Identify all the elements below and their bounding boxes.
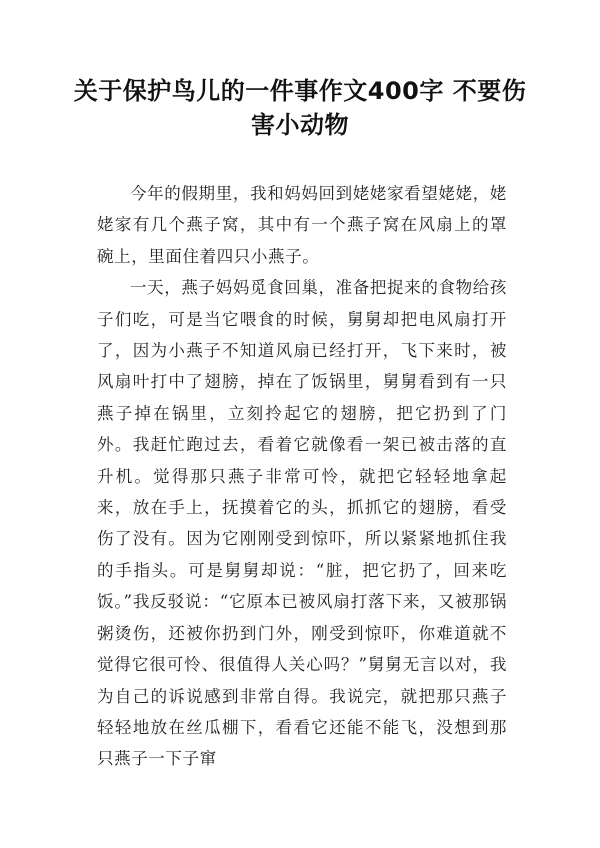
paragraph: 今年的假期里，我和妈妈回到姥姥家看望姥姥，姥姥家有几个燕子窝，其中有一个燕子窝在风扇上的罩碗上，里面住着四只小燕子。	[97, 184, 507, 266]
document-body	[97, 178, 507, 775]
document-title: 关于保护鸟儿的一件事作文400字 不要伤害小动物	[73, 77, 527, 139]
paragraph: 一天，燕子妈妈觅食回巢，准备把捉来的食物给孩子们吃，可是当它喂食的时候，舅舅却把电风扇打开了，因为小燕子不知道风扇已经打开，飞下来时，被风扇叶打中了翅膀，掉在了饭锅里，舅舅看到有一只燕子掉在锅里，立刻拎起它的翅膀，把它扔到了门外。我赶忙跑过去，看着它就像看一架已被击落的直升机。觉得那只燕子非常可怜，就把它轻轻地拿起来，放在手上，抚摸着它的头，抓抓它的翅膀，看受伤了没有。因为它刚刚受到惊吓，所以紧紧地抓住我的手指头。可是舅舅却说：“脏，把它扔了，回来吃饭。”我反驳说：“它原本已被风扇打落下来，又被那锅粥烫伤，还被你扔到门外，刚受到惊吓，你难道就不觉得它很可怜、很值得人关心吗？”舅舅无言以对，我为自己的诉说感到非常自得。我说完，就把那只燕子轻轻地放在丝瓜棚下，看看它还能不能飞，没想到那只燕子一下子窜	[97, 278, 507, 769]
